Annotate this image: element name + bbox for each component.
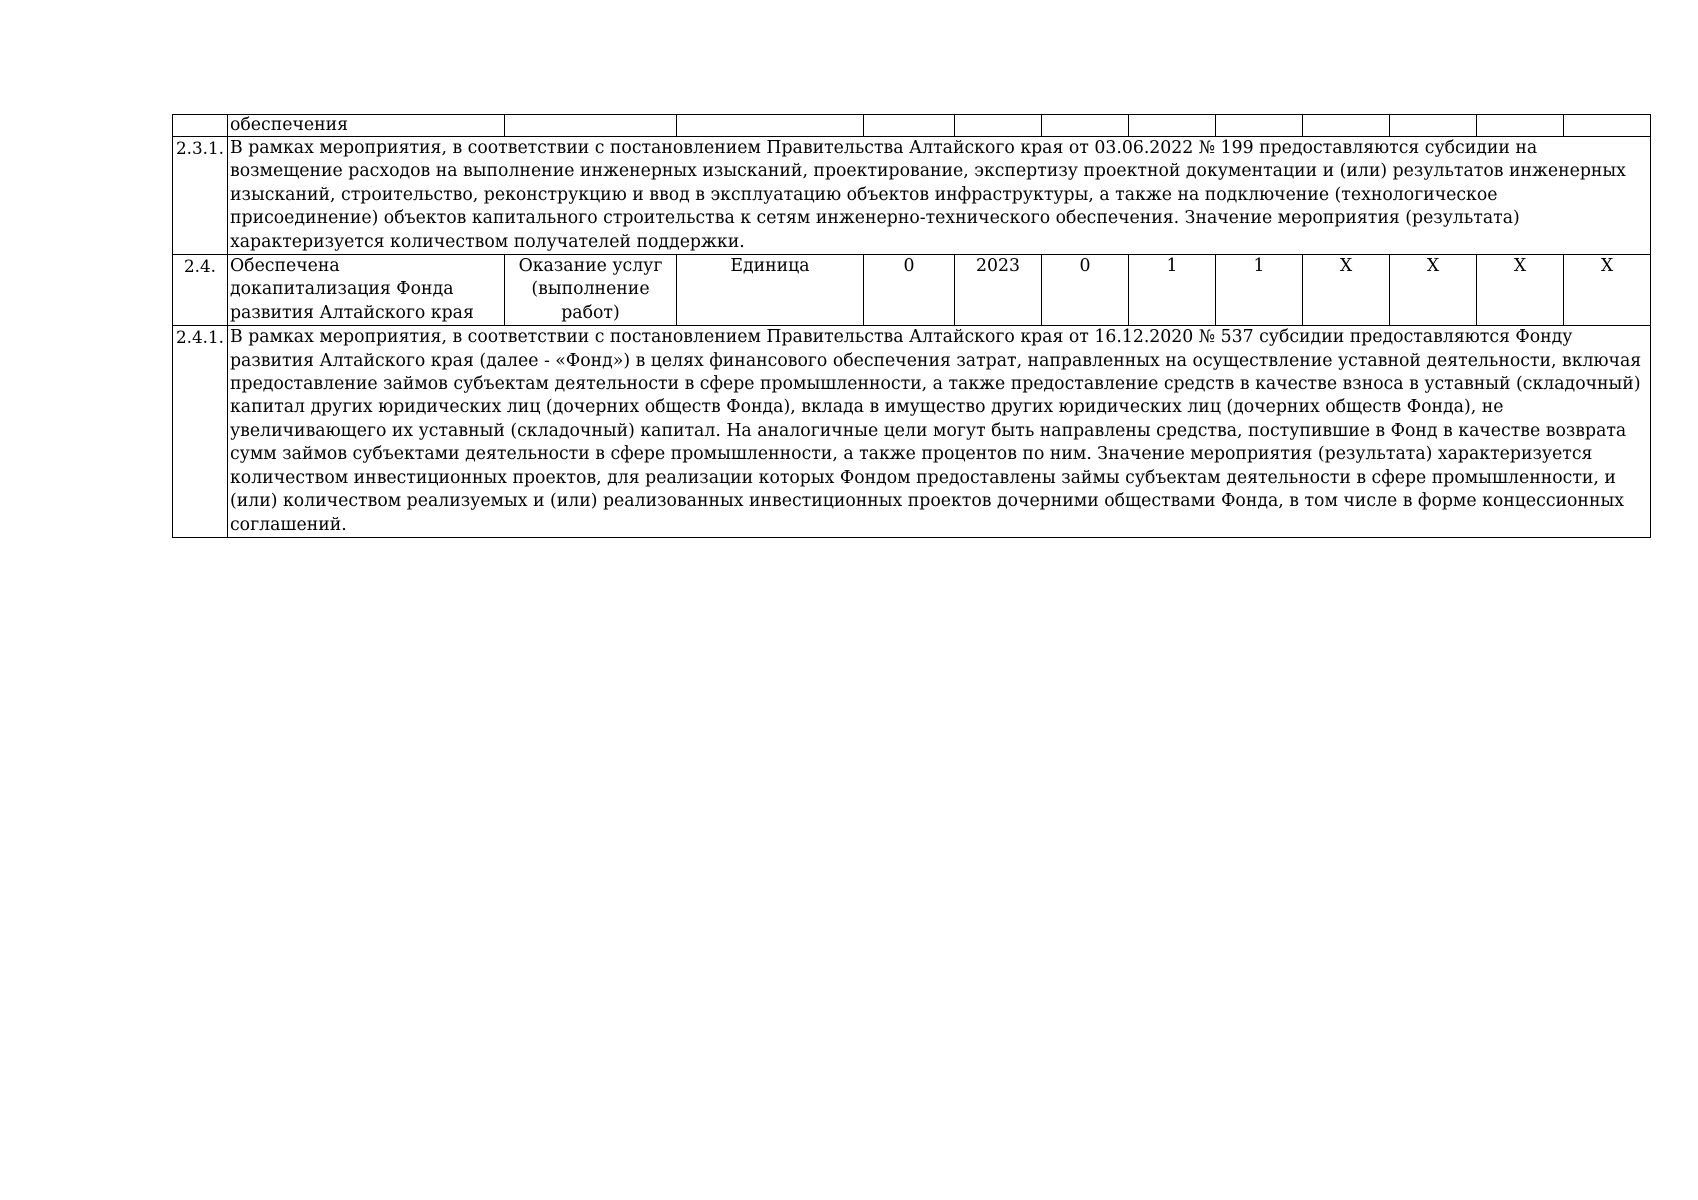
- table-row-description: [173, 326, 1651, 538]
- row-number: 2.3.1.: [173, 137, 228, 255]
- table-cell: [864, 115, 955, 137]
- table-cell: [1390, 115, 1477, 137]
- table-cell: [505, 115, 677, 137]
- table-cell: [1303, 115, 1390, 137]
- table-cell: [1564, 115, 1651, 137]
- row-description: В рамках мероприятия, в соответствии с постановлением Правительства Алтайского края от 03.06.2022 № 199 предоставляются субсидии на возмещение расходов на выполнение инженерных изысканий, проектирование, экспертизу проектной документации и (или) результатов инженерных изысканий, строительство, реконструкцию и ввод в эксплуатацию объектов инфраструктуры, а также на подключение (технологическое присоединение) объектов капитального строительства к сетям инженерно-технического обеспечения. Значение мероприятия (результата) характеризуется количеством получателей поддержки.: [228, 137, 1651, 255]
- table-cell: [1129, 115, 1216, 137]
- value-cell: 1: [1129, 255, 1216, 326]
- unit-cell: Единица: [677, 255, 864, 326]
- row-name: обеспечения: [228, 115, 505, 137]
- table-cell: [677, 115, 864, 137]
- row-name: Обеспечена докапитализация Фонда развития Алтайского края: [228, 255, 505, 326]
- row-number: 2.4.1.: [173, 326, 228, 538]
- table-cell: [955, 115, 1042, 137]
- table-row: [173, 115, 1651, 137]
- value-cell: X: [1564, 255, 1651, 326]
- value-cell: X: [1390, 255, 1477, 326]
- service-type-cell: Оказание услуг (выполнение работ): [505, 255, 677, 326]
- row-description: В рамках мероприятия, в соответствии с постановлением Правительства Алтайского края от 16.12.2020 № 537 субсидии предоставляются Фонду развития Алтайского края (далее - «Фонд») в целях финансового обеспечения затрат, направленных на осуществление уставной деятельности, включая предоставление займов субъектам деятельности в сфере промышленности, а также предоставление средств в качестве взноса в уставный (складочный) капитал других юридических лиц (дочерних обществ Фонда), вклада в имущество других юридических лиц (дочерних обществ Фонда), не увеличивающего их уставный (складочный) капитал. На аналогичные цели могут быть направлены средства, поступившие в Фонд в качестве возврата сумм займов субъектами деятельности в сфере промышленности, а также процентов по ним. Значение мероприятия (результата) характеризуется количеством инвестиционных проектов, для реализации которых Фондом предоставлены займы субъектам деятельности в сфере промышленности, и (или) количеством реализуемых и (или) реализованных инвестиционных проектов дочерними обществами Фонда, в том числе в форме концессионных соглашений.: [228, 326, 1651, 538]
- row-number: [173, 115, 228, 137]
- table-row-description: [173, 137, 1651, 255]
- table-cell: [1477, 115, 1564, 137]
- value-cell: 1: [1216, 255, 1303, 326]
- value-cell: X: [1477, 255, 1564, 326]
- table-cell: [1216, 115, 1303, 137]
- document-table: [172, 114, 1651, 538]
- value-cell: 0: [1042, 255, 1129, 326]
- table-row: [173, 255, 1651, 326]
- base-year-cell: 2023: [955, 255, 1042, 326]
- value-cell: X: [1303, 255, 1390, 326]
- row-number: 2.4.: [173, 255, 228, 326]
- table-cell: [1042, 115, 1129, 137]
- base-value-cell: 0: [864, 255, 955, 326]
